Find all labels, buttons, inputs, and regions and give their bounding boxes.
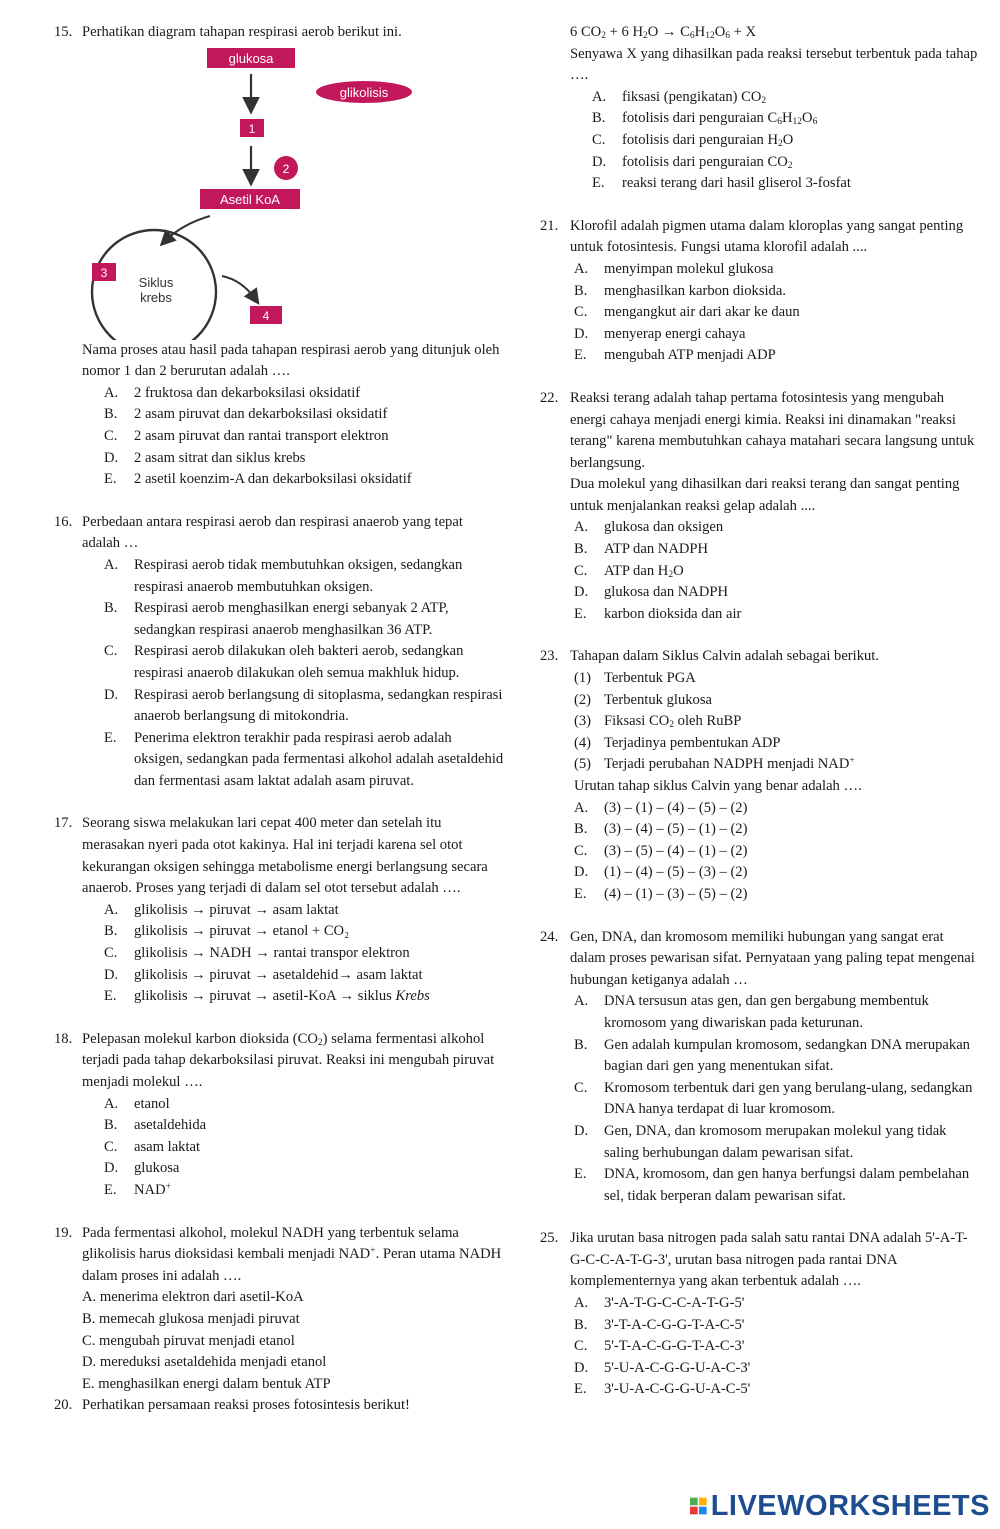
question-number: 18. xyxy=(54,1030,73,1047)
option-d[interactable] xyxy=(104,685,504,728)
option-e[interactable] xyxy=(574,1164,980,1207)
question-number: 25. xyxy=(540,1230,559,1247)
question-text: Seorang siswa melakukan lari cepat 400 meter dan setelah itu merasakan nyeri pada otot kakinya. Hal ini terjadi karena sel otot kekurangan oksigen sehingga metabolisme energi berlangsung secara anaerob. Proses yang terjadi di dalam sel otot tersebut adalah …. xyxy=(82,815,488,897)
option-letter: A. xyxy=(104,556,119,573)
question-text: Perhatikan persamaan reaksi proses fotosintesis berikut! xyxy=(82,1397,410,1414)
siklus-label: Siklus xyxy=(138,274,174,290)
option-letter: C. xyxy=(104,427,118,444)
step-text: oleh RuBP xyxy=(674,713,742,730)
option-e[interactable] xyxy=(574,604,980,626)
step-2 xyxy=(574,690,980,712)
subscript: 2 xyxy=(669,720,675,731)
option-a[interactable] xyxy=(104,555,504,598)
question-text-part: ) selama fermentasi alkohol terjadi pada tahap dekarboksilasi piruvat. Reaksi ini mengubah piruvat menjadi molekul …. xyxy=(82,1030,495,1090)
option-text: glikolisis → piruvat → etanol + CO₂ xyxy=(134,923,350,940)
question-text: Perbedaan antara respirasi aerob dan respirasi anaerob yang tepat adalah … xyxy=(82,513,463,552)
option-a[interactable] xyxy=(574,991,980,1034)
option-letter: A. xyxy=(574,519,589,536)
question-18 xyxy=(54,1029,504,1202)
question-text: Tahapan dalam Siklus Calvin adalah sebagai berikut. xyxy=(570,648,880,665)
liveworksheets-logo[interactable] xyxy=(690,1489,990,1523)
option-text: asetaldehida xyxy=(134,1117,207,1134)
step-text: Terjadi perubahan NADPH menjadi NAD xyxy=(604,756,850,773)
liveworksheets-icon xyxy=(690,1494,707,1518)
question-number: 20. xyxy=(54,1397,73,1414)
option-text: menyerap energi cahaya xyxy=(604,325,746,342)
step-text: Terjadinya pembentukan ADP xyxy=(604,734,781,751)
eq-part: O → C xyxy=(647,24,690,40)
option-b[interactable] xyxy=(574,281,980,303)
option-letter: A. xyxy=(104,384,119,401)
option-e[interactable] xyxy=(104,728,504,793)
option-letter: C. xyxy=(104,1138,118,1155)
option-text: O xyxy=(782,131,794,148)
option-b[interactable] xyxy=(574,1035,980,1078)
option-letter: B. xyxy=(104,406,118,423)
eq-part: H xyxy=(694,24,706,40)
question-text: Reaksi terang adalah tahap pertama fotosintesis yang mengubah energi cahaya menjadi energi kimia. Reaksi ini dinamakan "reaksi terang" karena membutuhkan cahaya matahari secara langsung untuk berlangsung. xyxy=(570,389,975,471)
step-number: (5) xyxy=(574,756,592,773)
option-letter: E. xyxy=(104,471,117,488)
step-1 xyxy=(574,668,980,690)
option-text: etanol xyxy=(134,1095,170,1112)
question-number: 19. xyxy=(54,1224,73,1241)
option-e[interactable] xyxy=(592,173,980,195)
option-text-italic: Krebs xyxy=(395,988,430,1005)
option-b[interactable] xyxy=(104,598,504,641)
option-letter: E. xyxy=(104,729,117,746)
option-text: glikolisis → piruvat → asetaldehid→ asam laktat xyxy=(134,966,423,983)
option-d[interactable]: D. mereduksi asetaldehida menjadi etanol xyxy=(82,1354,327,1371)
option-b[interactable]: B. memecah glukosa menjadi piruvat xyxy=(82,1310,300,1327)
option-d[interactable] xyxy=(104,1158,504,1180)
option-text: NAD xyxy=(134,1181,166,1198)
subscript: 2 xyxy=(761,95,767,106)
option-letter: C. xyxy=(574,562,588,579)
option-letter: D. xyxy=(574,584,589,601)
option-text: 5'-T-A-C-G-G-T-A-C-3' xyxy=(604,1338,745,1355)
question-number: 22. xyxy=(540,389,559,406)
option-e[interactable] xyxy=(574,884,980,906)
option-a[interactable]: A. menerima elektron dari asetil-KoA xyxy=(82,1289,304,1306)
step-4 xyxy=(574,733,980,755)
option-a[interactable] xyxy=(104,900,504,922)
subscript: 12 xyxy=(792,117,803,128)
eq-part: + X xyxy=(730,24,757,40)
option-c[interactable] xyxy=(104,943,504,965)
question-23 xyxy=(540,646,980,905)
arrow-cycle-4 xyxy=(222,276,256,300)
option-c[interactable]: C. mengubah piruvat menjadi etanol xyxy=(82,1332,295,1349)
option-text: glikolisis → NADH → rantai transpor elektron xyxy=(134,945,410,962)
option-e[interactable] xyxy=(104,469,512,491)
option-a[interactable] xyxy=(574,259,980,281)
option-letter: E. xyxy=(104,1181,117,1198)
option-e[interactable] xyxy=(574,345,980,367)
option-d[interactable] xyxy=(574,862,980,884)
question-number: 17. xyxy=(54,815,73,832)
option-letter: B. xyxy=(574,821,588,838)
option-letter: C. xyxy=(574,1079,588,1096)
option-letter: D. xyxy=(104,449,119,466)
option-letter: C. xyxy=(574,1338,588,1355)
subscript: 2 xyxy=(601,31,606,41)
option-letter: D. xyxy=(574,1359,589,1376)
option-b[interactable] xyxy=(104,1115,504,1137)
option-d[interactable] xyxy=(574,324,980,346)
option-text: glukosa xyxy=(134,1160,180,1177)
option-letter: D. xyxy=(104,686,119,703)
liveworksheets-wordmark: LIVEWORKSHEETS xyxy=(710,1489,990,1522)
option-c[interactable] xyxy=(574,841,980,863)
subscript: 2 xyxy=(787,160,793,171)
option-text: Respirasi aerob dilakukan oleh bakteri aerob, sedangkan respirasi anaerob dilakukan oleh semua makhluk hidup. xyxy=(134,643,464,681)
step-number: (4) xyxy=(574,734,592,751)
option-c[interactable] xyxy=(104,426,512,448)
question-20-head xyxy=(54,1395,504,1417)
option-letter: C. xyxy=(574,304,588,321)
step-number: (1) xyxy=(574,670,592,687)
question-22 xyxy=(540,388,980,626)
option-letter: C. xyxy=(574,842,588,859)
question-19 xyxy=(54,1223,504,1396)
option-b[interactable] xyxy=(104,404,512,426)
step-text: Terbentuk glukosa xyxy=(604,691,712,708)
option-text: glikolisis → piruvat → asam laktat xyxy=(134,901,339,918)
question-text: Jika urutan basa nitrogen pada salah satu rantai DNA adalah 5'-A-T-G-C-C-A-T-G-3', urutan basa nitrogen pada rantai DNA komplementernya yang akan terbentuk adalah …. xyxy=(570,1230,968,1290)
option-letter: A. xyxy=(592,88,607,105)
option-text: fotolisis dari penguraian C xyxy=(622,110,778,127)
option-letter: C. xyxy=(592,131,606,148)
question-24 xyxy=(540,927,980,1208)
option-text: ATP dan NADPH xyxy=(604,541,709,558)
question-number: 16. xyxy=(54,513,73,530)
option-letter: D. xyxy=(574,864,589,881)
glukosa-label: glukosa xyxy=(228,50,274,66)
question-number: 23. xyxy=(540,648,559,665)
step-number: (2) xyxy=(574,691,592,708)
subscript: 2 xyxy=(778,138,783,149)
option-letter: B. xyxy=(104,1117,118,1134)
option-text: (3) – (4) – (5) – (1) – (2) xyxy=(604,821,748,838)
option-text: Respirasi aerob berlangsung di sitoplasma, sedangkan respirasi anaerob berlangsung di mitokondria. xyxy=(134,686,503,725)
option-letter: E. xyxy=(574,1166,587,1183)
option-text: 2 asetil koenzim-A dan dekarboksilasi oksidatif xyxy=(134,471,412,488)
respiration-diagram xyxy=(72,44,512,340)
eq-part: O xyxy=(714,24,726,40)
option-a[interactable] xyxy=(574,517,980,539)
option-b[interactable] xyxy=(574,1315,980,1337)
option-text: mengubah ATP menjadi ADP xyxy=(604,347,776,364)
option-text: (1) – (4) – (5) – (3) – (2) xyxy=(604,864,748,881)
option-text: 3'-A-T-G-C-C-A-T-G-5' xyxy=(604,1295,745,1312)
option-text: (3) – (1) – (4) – (5) – (2) xyxy=(604,799,748,816)
question-20-body xyxy=(570,22,980,195)
option-d[interactable] xyxy=(104,448,512,470)
option-letter: B. xyxy=(574,282,588,299)
option-text: (3) – (5) – (4) – (1) – (2) xyxy=(604,842,748,859)
option-letter: E. xyxy=(574,885,587,902)
option-text: mengangkut air dari akar ke daun xyxy=(604,304,800,321)
eq-part: + 6 H xyxy=(605,24,643,40)
option-d[interactable] xyxy=(592,152,980,174)
option-text: DNA tersusun atas gen, dan gen bergabung membentuk kromosom yang diwariskan pada keturunan. xyxy=(604,993,929,1031)
option-text: Penerima elektron terakhir pada respirasi aerob adalah oksigen, sedangkan pada fermentasi alkohol adalah asetaldehid dan fermentasi asam laktat adalah asam piruvat. xyxy=(134,729,504,789)
option-text: DNA, kromosom, dan gen hanya berfungsi dalam pembelahan sel, tidak berperan dalam pewarisan sifat. xyxy=(604,1166,970,1204)
option-a[interactable] xyxy=(574,798,980,820)
option-text: O xyxy=(802,110,813,127)
option-letter: D. xyxy=(104,966,119,983)
option-text: 3'-U-A-C-G-G-U-A-C-5' xyxy=(604,1381,751,1398)
option-text: Kromosom terbentuk dari gen yang berulang-ulang, sedangkan DNA hanya terdapat di luar kromosom. xyxy=(604,1079,973,1118)
option-letter: A. xyxy=(104,901,119,918)
option-text: Respirasi aerob menghasilkan energi sebanyak 2 ATP, sedangkan respirasi anaerob menghasilkan 36 ATP. xyxy=(134,600,449,638)
question-16 xyxy=(54,512,504,793)
option-a[interactable] xyxy=(574,1293,980,1315)
option-d[interactable] xyxy=(574,582,980,604)
option-letter: C. xyxy=(104,945,118,962)
option-text: 2 fruktosa dan dekarboksilasi oksidatif xyxy=(134,384,361,401)
option-letter: B. xyxy=(574,1316,588,1333)
krebs-label: krebs xyxy=(140,289,172,305)
subscript: 6 xyxy=(812,117,818,128)
option-letter: B. xyxy=(574,541,588,558)
question-prompt: Nama proses atau hasil pada tahapan respirasi aerob yang ditunjuk oleh nomor 1 dan 2 berurutan adalah …. xyxy=(82,341,500,380)
respiration-diagram-svg xyxy=(72,44,512,340)
glikolisis-label: glikolisis xyxy=(339,84,389,100)
option-e[interactable]: E. menghasilkan energi dalam bentuk ATP xyxy=(82,1375,331,1392)
option-c[interactable] xyxy=(104,1137,504,1159)
question-text-part: . Peran utama NADH dalam proses ini adalah …. xyxy=(82,1246,502,1284)
option-letter: D. xyxy=(574,325,589,342)
left-column xyxy=(54,22,504,1417)
question-prompt: Dua molekul yang dihasilkan dari reaksi terang dan sangat penting untuk menjalankan reaksi gelap adalah .... xyxy=(570,476,960,514)
step-number: (3) xyxy=(574,713,592,730)
option-text: Gen adalah kumpulan kromosom, sedangkan DNA merupakan bagian dari gen yang menentukan sifat. xyxy=(604,1036,970,1075)
question-text xyxy=(82,1223,504,1288)
option-text: glikolisis → piruvat → asetil-KoA → siklus xyxy=(134,988,396,1005)
option-letter: E. xyxy=(574,605,587,622)
option-letter: B. xyxy=(574,1036,588,1053)
subscript: 6 xyxy=(777,117,782,128)
subscript: 2 xyxy=(668,569,674,580)
option-a[interactable] xyxy=(104,1094,504,1116)
option-letter: D. xyxy=(104,1160,119,1177)
option-c[interactable] xyxy=(574,1078,980,1121)
option-letter: D. xyxy=(574,1122,589,1139)
option-letter: E. xyxy=(574,347,587,364)
option-text: fotolisis dari penguraian H xyxy=(622,131,779,148)
option-text: Respirasi aerob tidak membutuhkan oksigen, sedangkan respirasi anaerob membutuhkan oksigen. xyxy=(134,556,463,595)
option-e[interactable] xyxy=(104,1180,504,1202)
question-text-part: Pada fermentasi alkohol, molekul NADH yang terbentuk selama glikolisis harus dioksidasi kembali menjadi NAD xyxy=(82,1224,459,1263)
option-b[interactable] xyxy=(574,539,980,561)
question-17 xyxy=(54,813,504,1007)
step-3-label: 3 xyxy=(100,265,108,280)
option-letter: C. xyxy=(104,643,118,660)
step-text: Fiksasi CO xyxy=(604,713,670,730)
option-b[interactable] xyxy=(104,921,504,943)
option-c[interactable] xyxy=(574,1336,980,1358)
superscript: + xyxy=(370,1246,376,1257)
option-letter: A. xyxy=(574,799,589,816)
option-text: H xyxy=(781,110,793,127)
asetil-koa-label: Asetil KoA xyxy=(220,191,280,207)
option-letter: D. xyxy=(592,153,607,170)
subscript: 6 xyxy=(725,31,730,41)
option-d[interactable] xyxy=(574,1358,980,1380)
step-2-label: 2 xyxy=(282,161,290,176)
question-prompt: Urutan tahap siklus Calvin yang benar adalah …. xyxy=(574,778,862,794)
option-letter: B. xyxy=(592,110,606,127)
eq-part: 6 CO xyxy=(570,24,602,40)
question-text-part: Pelepasan molekul karbon dioksida (CO xyxy=(82,1030,318,1047)
option-d[interactable] xyxy=(574,1121,980,1164)
question-number: 21. xyxy=(540,217,559,234)
question-21 xyxy=(540,216,980,367)
option-c[interactable] xyxy=(574,561,980,583)
option-text: Gen, DNA, dan kromosom merupakan molekul yang tidak saling berhubungan dalam pewarisan sifat. xyxy=(604,1122,947,1161)
step-4-label: 4 xyxy=(262,308,270,323)
subscript: 12 xyxy=(705,31,715,41)
option-letter: E. xyxy=(104,988,117,1005)
option-text: 2 asam piruvat dan dekarboksilasi oksidatif xyxy=(134,406,388,423)
step-3 xyxy=(574,711,980,733)
option-b[interactable] xyxy=(574,819,980,841)
option-text: glukosa dan oksigen xyxy=(604,519,724,536)
option-text: 2 asam sitrat dan siklus krebs xyxy=(134,449,306,466)
superscript: + xyxy=(849,756,855,767)
option-letter: A. xyxy=(574,993,589,1010)
option-letter: A. xyxy=(104,1095,119,1112)
option-c[interactable] xyxy=(592,130,980,152)
option-text: (4) – (1) – (3) – (5) – (2) xyxy=(604,885,748,902)
option-letter: A. xyxy=(574,1295,589,1312)
step-1-label: 1 xyxy=(248,121,256,136)
question-text: Gen, DNA, dan kromosom memiliki hubungan yang sangat erat dalam proses pewarisan sifat. Pernyataan yang paling tepat mengenai hubungan ketiganya adalah … xyxy=(570,928,975,988)
option-text: O xyxy=(673,562,684,579)
question-text xyxy=(82,1029,504,1094)
option-text: reaksi terang dari hasil gliserol 3-fosfat xyxy=(622,175,851,192)
option-text: 2 asam piruvat dan rantai transport elektron xyxy=(134,427,389,444)
reaction-equation xyxy=(570,22,980,44)
subscript: 6 xyxy=(689,31,695,41)
subscript: 2 xyxy=(642,31,648,41)
subscript: 2 xyxy=(317,1037,323,1048)
option-text: 5'-U-A-C-G-G-U-A-C-3' xyxy=(604,1359,751,1376)
option-a[interactable] xyxy=(104,383,512,405)
option-d[interactable] xyxy=(104,965,504,987)
question-25 xyxy=(540,1228,980,1401)
option-text: menyimpan molekul glukosa xyxy=(604,260,774,277)
question-text: Perhatikan diagram tahapan respirasi aerob berikut ini. xyxy=(82,24,402,40)
option-text: karbon dioksida dan air xyxy=(604,605,742,622)
option-letter: A. xyxy=(574,260,589,277)
option-text: fiksasi (pengikatan) CO xyxy=(622,88,762,105)
option-letter: E. xyxy=(592,175,605,192)
option-c[interactable] xyxy=(104,641,504,684)
superscript: + xyxy=(165,1181,171,1192)
option-text: asam laktat xyxy=(134,1138,201,1155)
right-column xyxy=(540,22,980,1401)
option-letter: E. xyxy=(574,1381,587,1398)
option-e[interactable] xyxy=(574,1379,980,1401)
option-text: ATP dan H xyxy=(604,562,669,579)
question-prompt: Senyawa X yang dihasilkan pada reaksi tersebut terbentuk pada tahap …. xyxy=(570,45,978,84)
question-15 xyxy=(54,22,504,491)
step-text: Terbentuk PGA xyxy=(604,670,696,687)
option-letter: B. xyxy=(104,923,118,940)
step-5 xyxy=(574,754,980,776)
option-c[interactable] xyxy=(574,302,980,324)
option-text: glukosa dan NADPH xyxy=(604,584,729,601)
option-text: menghasilkan karbon dioksida. xyxy=(604,282,786,299)
question-number: 24. xyxy=(540,928,559,945)
option-letter: B. xyxy=(104,600,118,617)
option-text: 3'-T-A-C-G-G-T-A-C-5' xyxy=(604,1316,745,1333)
option-e[interactable] xyxy=(104,986,504,1008)
option-a[interactable] xyxy=(592,87,980,109)
option-b[interactable] xyxy=(592,108,980,130)
question-number: 15. xyxy=(54,24,73,40)
question-text: Klorofil adalah pigmen utama dalam kloroplas yang sangat penting untuk fotosintesis. Fungsi utama klorofil adalah .... xyxy=(570,217,964,256)
option-text: fotolisis dari penguraian CO xyxy=(622,153,788,170)
